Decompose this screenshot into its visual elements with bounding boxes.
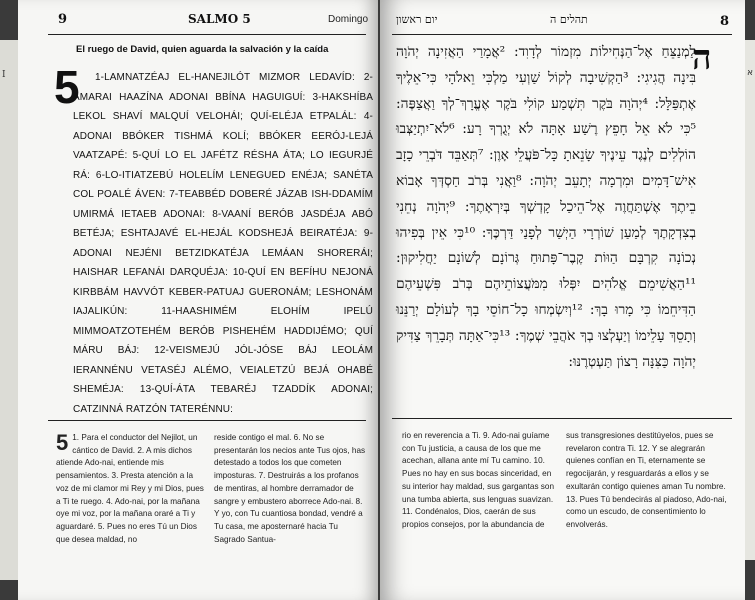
notes-chapter-number: 5	[56, 430, 69, 455]
section-tab-right[interactable]: א	[747, 68, 754, 78]
page-edges-right	[745, 40, 755, 560]
page-number: 8	[720, 14, 730, 29]
header-divider	[392, 34, 732, 35]
translation-column-4	[566, 430, 728, 532]
chapter-letter: ה	[692, 38, 712, 78]
page-edges-left	[0, 40, 18, 580]
translation-text: reside contigo el mal. 6. No se presentarán los necios ante Tus ojos, has detestado a todos los que cometen imposturas. 7. Destruirás a los profanos de mentiras, al hombre derramador de sangre y embustero aborrece Ado-nai. 8. Y yo, con Tu cuantiosa bondad, vendré a Tu casa, me aposternaré hacia Tu Sagrado Santua-	[214, 433, 366, 544]
day-label-hebrew: יום ראשון	[396, 13, 438, 26]
hebrew-paragraph: לַמְנַצֵּחַ אֶל־הַנְּחִילוֹת מִזְמוֹר לְדָוִד: ²אֲמָרַי הַאֲזִינָה יְהֹוָה בִּינָה הֲגִיגִי: ³הַקְשִׁיבָה לְקוֹל שַׁוְעִי מַלְכִּי וֵאלֹהָי כִּי־אֵלֶיךָ אֶתְפַּלָּל: ⁴יְהֹוָה בֹּקֶר תִּשְׁמַע קוֹלִי בֹּקֶר אֶעֱרָךְ־לְךָ וַאֲצַפֶּה: ⁵כִּי לֹא אֵל חָפֵץ רֶשַׁע אָתָּה לֹא יְגֻרְךָ רָע: ⁶לֹא־יִתְיַצְּבוּ הוֹלְלִים לְנֶגֶד עֵינֶיךָ שָׂנֵאתָ כָּל־פֹּעֲלֵי אָוֶן: ⁷תְּאַבֵּד דֹּבְרֵי כָזָב אִישׁ־דָּמִים וּמִרְמָה יְתָעֵב יְהֹוָה: ⁸וַאֲנִי בְּרֹב חַסְדְּךָ אָבוֹא בֵיתֶךָ אֶשְׁתַּחֲוֶה אֶל־הֵיכַל קָדְשְׁךָ בְּיִרְאָתֶךָ: ⁹יְהֹוָה נְחֵנִי בְצִדְקָתֶךָ לְמַעַן שׁוֹרְרָי הַיְשַׁר לְפָנַי דַּרְכֶּךָ: ¹⁰כִּי אֵין בְּפִיהוּ נְכוֹנָה קִרְבָּם הַוּוֹת קֶבֶר־פָּתוּחַ גְּרוֹנָם לְשׁוֹנָם יַחֲלִיקוּן: ¹¹הַאֲשִׁימֵם אֱלֹהִים יִפְּלוּ מִמֹּעֲצוֹתֵיהֶם בְּרֹב פִּשְׁעֵיהֶם הַדִּיחֵמוֹ כִּי מָרוּ בָךְ: ¹²וְיִשְׂמְחוּ כָל־חוֹסֵי בָךְ לְעוֹלָם יְרַנֵּנוּ וְתָסֵךְ עָלֵימוֹ וְיַעְלְצוּ בְךָ אֹהֲבֵי שְׁמֶךָ: ¹³כִּי־אַתָּה תְּבָרֵךְ צַדִּיק יְהֹוָה כַּצִּנָּה רָצוֹן תַּעְטְרֶנּוּ:	[396, 44, 697, 370]
notes-divider	[392, 418, 732, 419]
hebrew-text	[396, 40, 696, 375]
translation-text: sus transgresiones destitúyelos, pues se revelaron contra Ti. 12. Y se alegrarán quienes confían en Ti, eternamente se regocijarán, y resguardarás a ellos y se exultarán contigo quienes aman Tu nombre. 13. Pues Tú bendecirás al piadoso, Ado-nai, como un escudo, de consentimiento lo envolverás.	[566, 431, 727, 529]
translation-text: rio en reverencia a Ti. 9. Ado-nai guíame con Tu justicia, a causa de los que me acechan, allana ante mí Tu camino. 10. Pues no hay en sus bocas sinceridad, en su interior hay maldad, sus gargantas son una tumba abierta, sus lenguas suavizan. 11. Condénalos, Dios, caerán de sus propios consejos, por la abundancia de	[402, 431, 555, 529]
header-divider	[48, 34, 366, 35]
transliteration-paragraph: 1-LAMNATZÉAJ EL-HANEJILÓT MIZMOR LEDAVÍD: 2-AMARAI HAAZÍNA ADONAI BBÍNA HAGUIGUÍ: 3-HAKSHÍBA LEKOL SHAVÍ MALQUÍ VELOHÁI; QUÍ-ELÉJA ETPALÁL: 4-ADONAI BBÓKER TISHMÁ KOLÍ; BBÓKER EERÓJ-LEJÁ VAATZAPÉ: 5-QUÍ LO EL JAFÉTZ RÉSHA ÁTA; LO IEGURJÉ RÁ: 6-LO-ITIATZEBÚ HOLELÍM LENEGUED ENÉJA; SANÉTA COL POALÉ ÁVEN: 7-TEABBÉD DOBERÉ JÁZAB ISH-DDAMÍM UMIRMÁ IETAEB ADONAI: 8-VAANÍ BERÓB JASDÉJA ABÓ BETÉJA; ESHTAJAVÉ EL-HEJÁL KODSHEJÁ BEIRATÉJA: 9-ADONAI NEJÉNI BETZIDKATÉJA LEMÁAN SHORERÁI; HAISHAR LEFANÁI DARQUÉJA: 10-QUÍ EN BEFÍHU NEJONÁ KIRBBÁM HAVVÓT KEBER-PATUAJ GUERONÁM; LESHONÁM IAJALIKÚN: 11-HAASHIMÉM ELOHÍM IPELÚ MIMMOATZOTEHÉM BERÓB PISHEHÉM HADDIJÉMO; QUÍ MÁRU BÁJ: 12-VEISMEJÚ JÓL-JÓSE BÁJ LEOLÁM IERANNÉNU VETASÉJ ALÉMO, VEIALETZÚ BEJÁ OHABÉ SHEMÉJA: 13-QUÍ-ÁTA TEBARÉJ TZADDÍK ADONAI; CATZINNÁ RATZÓN TATERÉNNU:	[73, 72, 373, 415]
section-tab-left[interactable]: I	[2, 70, 6, 80]
transliteration-text	[73, 68, 373, 419]
translation-text: 1. Para el conductor del Nejilot, un cántico de David. 2. A mis dichos atiende Ado-nai, entiende mis pensamientos. 3. Presta atención a la voz de mi clamor mi Rey y mi Dios, pues a Ti te ruego. 4. Ado-nai, por la mañana oye mi voz, por la mañana oraré a Ti y aguardaré. 5. Pues no eres Tú un Dios que desea maldad, no	[56, 433, 204, 544]
chapter-number: 5	[54, 61, 80, 113]
right-page	[380, 0, 745, 600]
translation-column-3	[402, 430, 558, 532]
psalm-subtitle: El ruego de David, quien aguarda la salvación y la caída	[76, 44, 329, 55]
notes-divider	[48, 420, 366, 421]
page-number: 9	[58, 12, 68, 27]
day-label: Domingo	[328, 14, 369, 25]
translation-column-1	[56, 432, 206, 546]
left-page	[18, 0, 378, 600]
psalm-title-hebrew: תהלים ה	[550, 13, 588, 26]
psalm-title: SALMO 5	[188, 12, 251, 26]
translation-column-2	[214, 432, 366, 546]
